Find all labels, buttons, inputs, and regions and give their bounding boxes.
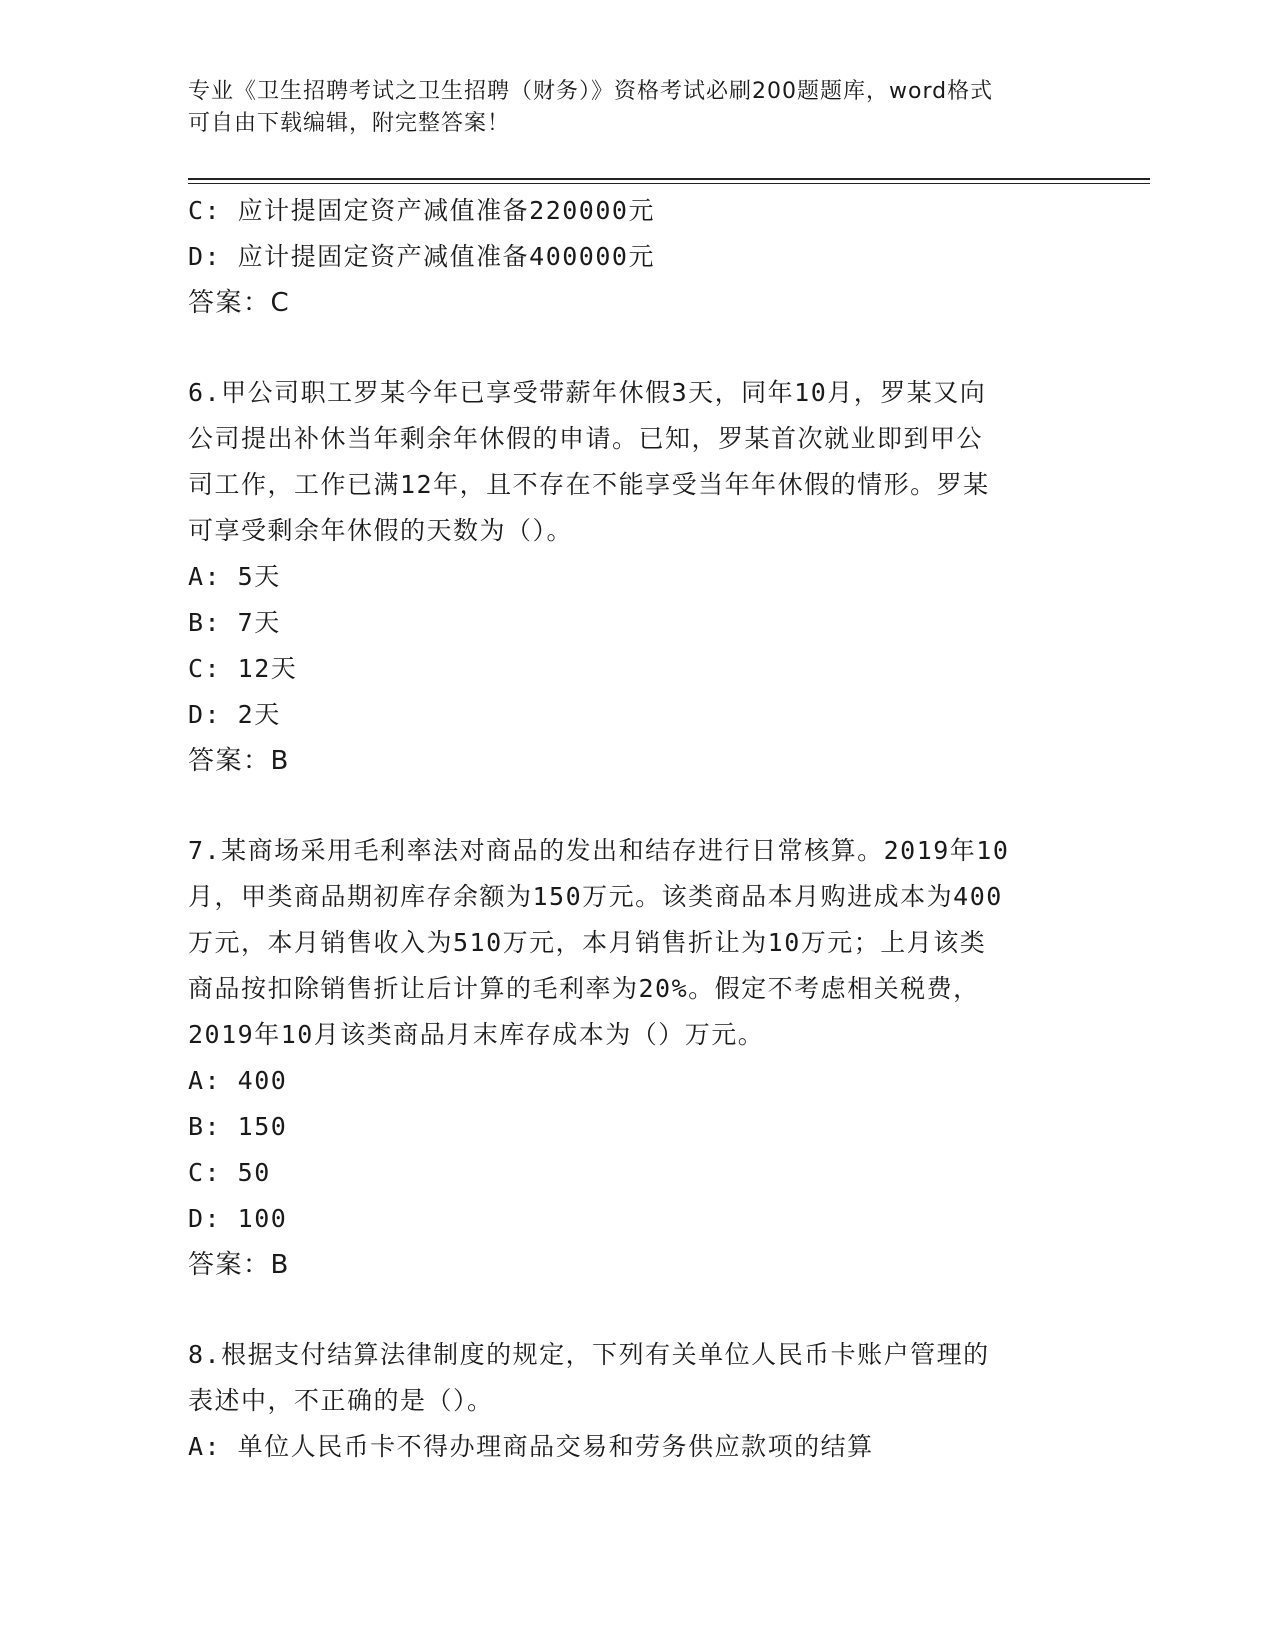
- question-text-line: 万元，本月销售收入为510万元，本月销售折让为10万元；上月该类: [188, 928, 987, 957]
- question-7: [188, 828, 1088, 1288]
- header-line-2: 可自由下载编辑，附完整答案！: [188, 111, 511, 136]
- question-text-line: 7.某商场采用毛利率法对商品的发出和结存进行日常核算。2019年10: [188, 836, 1010, 865]
- question-text-line: 8.根据支付结算法律制度的规定，下列有关单位人民币卡账户管理的: [188, 1340, 990, 1369]
- answer-label: 答案：B: [188, 1250, 290, 1280]
- question-text-line: 商品按扣除销售折让后计算的毛利率为20%。假定不考虑相关税费，: [188, 974, 980, 1003]
- header-line-1: 专业《卫生招聘考试之卫生招聘（财务）》资格考试必刷200题题库，word格式: [188, 79, 994, 104]
- header-divider-thin: [188, 183, 1150, 184]
- question-6: [188, 370, 1088, 784]
- question-text-line: 公司提出补休当年剩余年休假的申请。已知，罗某首次就业即到甲公: [188, 424, 984, 453]
- option-c: C: 应计提固定资产减值准备220000元: [188, 196, 655, 225]
- document-body: [188, 188, 1088, 1470]
- question-text-line: 司工作，工作已满12年，且不存在不能享受当年年休假的情形。罗某: [188, 470, 990, 499]
- question-text-line: 表述中，不正确的是（）。: [188, 1386, 494, 1415]
- question-text-line: 2019年10月该类商品月末库存成本为（）万元。: [188, 1020, 765, 1049]
- question-text-line: 可享受剩余年休假的天数为（）。: [188, 516, 574, 545]
- option-d: D: 2天: [188, 700, 281, 729]
- document-header: [188, 76, 1088, 140]
- question-8: [188, 1332, 1088, 1470]
- option-d: D: 应计提固定资产减值准备400000元: [188, 242, 655, 271]
- question-text-line: 月，甲类商品期初库存余额为150万元。该类商品本月购进成本为400: [188, 882, 1003, 911]
- answer-label: 答案：B: [188, 746, 290, 776]
- option-b: B: 7天: [188, 608, 281, 637]
- option-b: B: 150: [188, 1112, 288, 1141]
- answer-label: 答案：C: [188, 288, 291, 318]
- option-a: A: 400: [188, 1066, 288, 1095]
- option-c: C: 12天: [188, 654, 298, 683]
- header-divider: [188, 178, 1150, 180]
- question-5: [188, 188, 1088, 326]
- question-text-line: 6.甲公司职工罗某今年已享受带薪年休假3天，同年10月，罗某又向: [188, 378, 987, 407]
- option-d: D: 100: [188, 1204, 288, 1233]
- option-c: C: 50: [188, 1158, 271, 1187]
- option-a: A: 单位人民币卡不得办理商品交易和劳务供应款项的结算: [188, 1432, 874, 1461]
- option-a: A: 5天: [188, 562, 281, 591]
